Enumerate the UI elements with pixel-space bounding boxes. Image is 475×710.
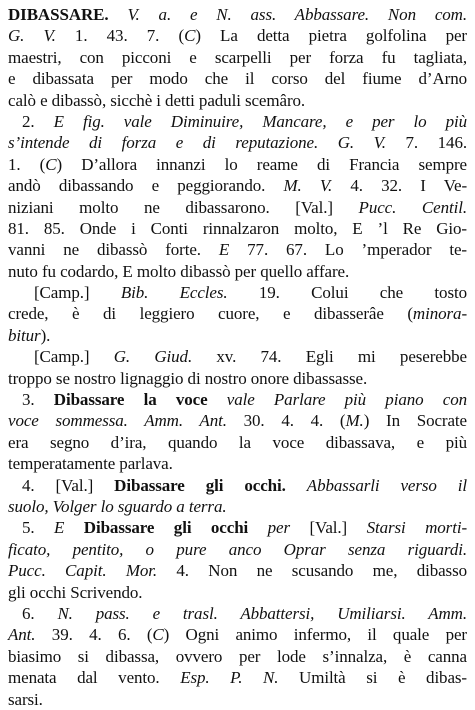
entry-line	[8, 432, 467, 453]
italic-text: C	[152, 625, 164, 645]
entry-line	[8, 475, 467, 496]
italic-text: minora-	[412, 304, 467, 324]
headword-text: Dibassare gli occhi.	[114, 475, 286, 495]
italic-text: Esp. P. N.	[180, 668, 279, 688]
italic-text: M.	[345, 411, 364, 431]
italic-text: ficato, pentito, o pure anco Oprar senza riguardi.	[8, 539, 467, 559]
body-text: e dibassata per modo che il corso del fiume d’Arno	[8, 69, 467, 89]
body-text: 6.	[22, 603, 58, 623]
body-text	[109, 5, 128, 24]
italic-text: Ant.	[8, 625, 36, 645]
body-text: era segno d’ira, quando la voce dibassava, e più	[8, 432, 467, 452]
entry-line	[8, 282, 467, 303]
entry-line	[8, 111, 467, 132]
entry-line	[8, 90, 467, 111]
entry-line	[8, 4, 467, 25]
body-text: ) Ogni animo infermo, il quale per	[163, 625, 467, 645]
entry-block	[8, 475, 467, 518]
body-text: gli occhi Scrivendo.	[8, 582, 143, 602]
entry-line	[8, 25, 467, 46]
italic-text: s’intende di forza e di reputazione. G. V.	[8, 133, 386, 153]
body-text	[208, 390, 227, 409]
entry-line	[8, 175, 467, 196]
entry-line	[8, 517, 467, 538]
entry-line	[8, 346, 467, 367]
body-text: biasimo si dibassa, ovvero per lode s’innalza, è canna	[8, 646, 467, 666]
entry-line	[8, 624, 467, 645]
body-text: andò dibassando e peggiorando.	[8, 176, 284, 196]
entry-line	[8, 368, 467, 389]
body-text	[64, 518, 83, 537]
entry-line	[8, 667, 467, 688]
entry-line	[8, 154, 467, 175]
body-text	[286, 476, 307, 495]
body-text	[248, 518, 267, 537]
body-text: [Camp.]	[34, 347, 114, 367]
headword-text: Dibassare la voce	[53, 390, 208, 410]
entry-line	[8, 453, 467, 474]
italic-text: per	[267, 518, 291, 538]
italic-text: V. a. e N. ass. Abbassare. Non com.	[127, 5, 468, 24]
body-text: sarsi.	[8, 689, 43, 709]
entry-line	[8, 68, 467, 89]
italic-text: E fig. vale Diminuire, Mancare, e per lo più	[53, 111, 467, 131]
body-text: 19. Colui che tosto	[227, 283, 467, 303]
entry-line	[8, 410, 467, 431]
body-text: 1. 43. 7. (	[55, 26, 185, 46]
body-text: 4. 32. I Ve-	[332, 176, 468, 196]
entry-line	[8, 539, 467, 560]
entry-block	[8, 346, 467, 389]
italic-text: G. Giud.	[113, 347, 193, 367]
entry-line	[8, 132, 467, 153]
body-text: ).	[40, 325, 51, 345]
body-text: 30. 4. 4. (	[226, 411, 346, 431]
entry-line	[8, 603, 467, 624]
italic-text: suolo, Volger lo sguardo a terra.	[8, 496, 227, 516]
body-text: crede, è di leggiero cuore, e dibasserâe (	[8, 304, 413, 324]
entry-line	[8, 496, 467, 517]
body-text: calò e dibassò, sicchè i detti paduli scemâro.	[8, 90, 306, 110]
italic-text: Starsi morti-	[366, 518, 468, 538]
italic-text: bitur	[8, 325, 41, 345]
italic-text: voce sommessa. Amm. Ant.	[8, 411, 227, 431]
body-text: 77. 67. Lo ’mperador te-	[229, 240, 467, 260]
italic-text: E	[218, 240, 230, 260]
body-text: niziani molto ne dibassarono. [Val.]	[8, 197, 359, 217]
entry-line	[8, 582, 467, 603]
entry-line	[8, 239, 467, 260]
entry-block	[8, 4, 467, 111]
italic-text: G. V.	[8, 26, 56, 46]
body-text: Umiltà si è dibas-	[278, 668, 467, 688]
italic-text: M. V.	[283, 176, 333, 196]
entry-block	[8, 282, 467, 346]
italic-text: Abbassarli verso il	[306, 475, 468, 495]
italic-text: Bib. Eccles.	[120, 283, 228, 303]
body-text: temperatamente parlava.	[8, 454, 173, 474]
italic-text: E	[54, 518, 65, 538]
body-text: 1. (	[8, 154, 46, 174]
body-text: ) La detta pietra golfolina per	[195, 26, 467, 46]
body-text: 39. 4. 6. (	[35, 625, 153, 645]
italic-text: vale Parlare più piano con	[226, 390, 467, 410]
body-text: 4. [Val.]	[22, 475, 115, 495]
entry-block	[8, 389, 467, 475]
body-text: ) In Socrate	[363, 411, 467, 431]
body-text: [Val.]	[290, 518, 367, 538]
entry-line	[8, 47, 467, 68]
body-text: 2.	[22, 111, 54, 131]
italic-text: N. pass. e trasl. Abbattersi, Umiliarsi. Amm.	[57, 603, 467, 623]
body-text: xv. 74. Egli mi peserebbe	[192, 347, 467, 367]
entry-line	[8, 197, 467, 218]
entry-line	[8, 389, 467, 410]
entry-block	[8, 603, 467, 710]
body-text: maestri, con picconi e scarpelli per forza fu tagliata,	[8, 47, 467, 67]
body-text: 81. 85. Onde i Conti rinnalzaron molto, E ’l Re Gio-	[8, 218, 467, 238]
italic-text: C	[45, 154, 57, 174]
body-text: troppo se nostro lignaggio di nostro onore dibassasse.	[8, 368, 368, 388]
italic-text: Pucc. Centil.	[358, 197, 467, 217]
entry-line	[8, 646, 467, 667]
body-text: 4. Non ne scusando me, dibasso	[157, 561, 467, 581]
body-text: [Camp.]	[34, 283, 121, 303]
body-text: nuto fu codardo, E molto dibassò per quello affare.	[8, 261, 350, 281]
entry-line	[8, 303, 467, 324]
headword-text: DIBASSARE.	[8, 5, 109, 24]
body-text: vanni ne dibassò forte.	[8, 240, 219, 260]
body-text: menata dal vento.	[8, 668, 181, 688]
body-text: ) D’allora innanzi lo reame di Francia sempre	[56, 154, 467, 174]
headword-text: Dibassare gli occhi	[83, 518, 249, 538]
entry-block	[8, 111, 467, 282]
entry-line	[8, 325, 467, 346]
entry-line	[8, 689, 467, 710]
body-text: 7. 146.	[385, 133, 468, 153]
italic-text: C	[184, 26, 196, 46]
entry-line	[8, 261, 467, 282]
entry-block	[8, 517, 467, 603]
body-text: 3.	[22, 390, 54, 410]
entry-line	[8, 560, 467, 581]
entry-line	[8, 218, 467, 239]
body-text: 5.	[22, 518, 55, 538]
italic-text: Pucc. Capit. Mor.	[8, 561, 158, 581]
